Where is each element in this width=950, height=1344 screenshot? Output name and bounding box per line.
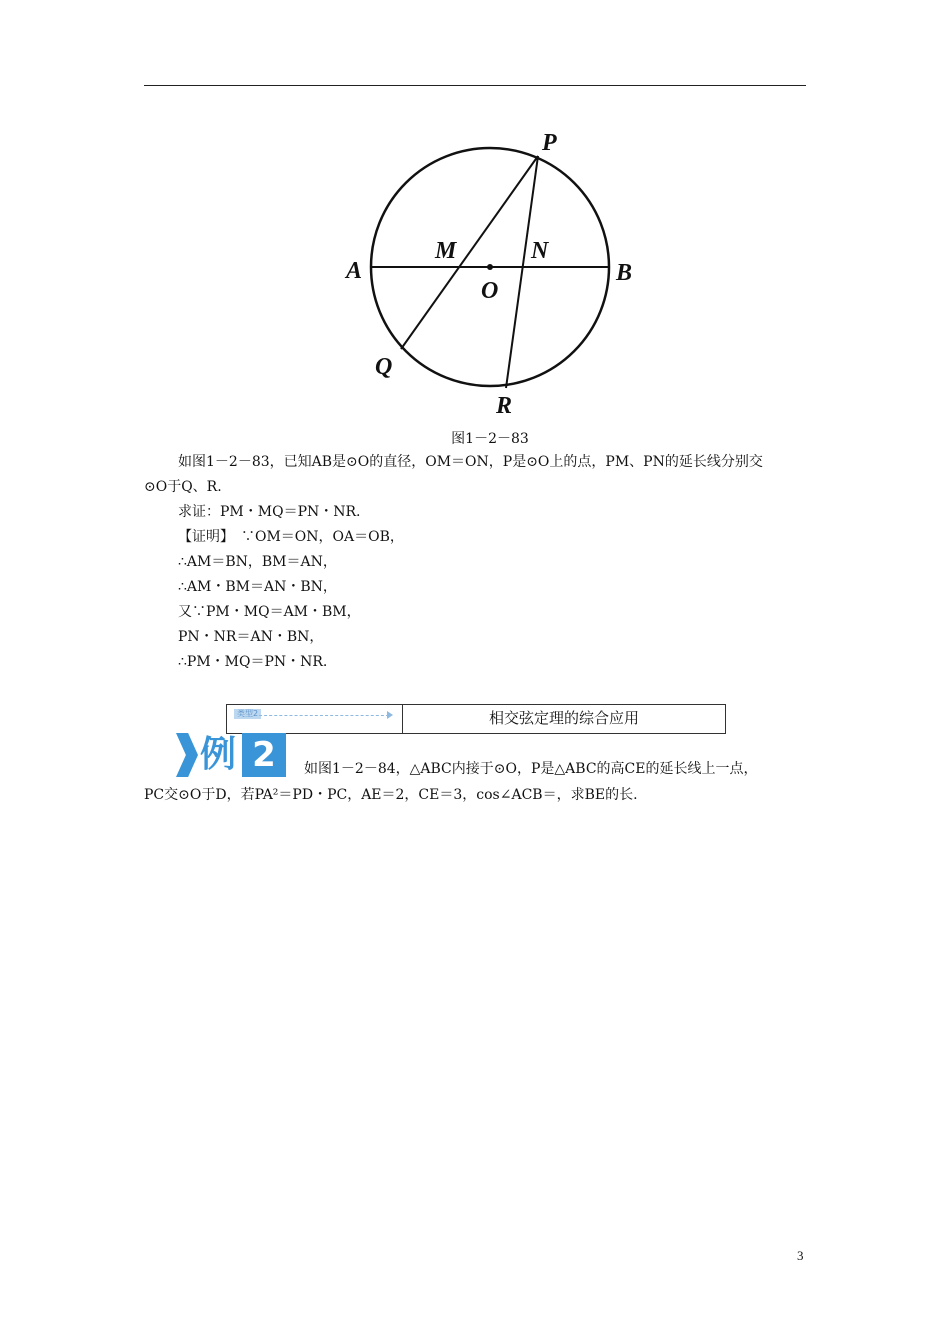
label-o: O (481, 278, 499, 304)
section-arrow-line (259, 715, 389, 716)
example-badge-word: 例 (200, 734, 237, 775)
label-r: R (496, 393, 513, 419)
proof-line: ∴AM＝BN，BM＝AN， (178, 554, 337, 570)
section-title: 相交弦定理的综合应用 (488, 709, 639, 727)
label-m: M (435, 238, 457, 264)
arrow-right-icon (387, 711, 393, 719)
section-tag: 类型2 (234, 709, 261, 719)
proof-line: 又∵PM・MQ＝AM・BM， (178, 604, 361, 620)
center-point (487, 264, 493, 270)
circle-diagram (330, 120, 650, 430)
label-n: N (531, 238, 549, 264)
section-header (226, 704, 726, 734)
label-a: A (346, 258, 363, 284)
circle-figure (330, 120, 650, 430)
problem-line-1: 如图1－2－83，已知AB是⊙O的直径，OM＝ON，P是⊙O上的点，PM、PN的延长线分别交 (178, 454, 763, 470)
proof-line: PN・NR＝AN・BN， (178, 629, 324, 645)
proof-line: ∴PM・MQ＝PN・NR. (178, 654, 328, 670)
example-badge-number: 2 (242, 733, 286, 777)
label-q: Q (375, 354, 393, 380)
example-line-1: 如图1－2－84，△ABC内接于⊙O，P是△ABC的高CE的延长线上一点， (304, 761, 758, 777)
example-badge (176, 733, 288, 777)
chord-pr (506, 156, 538, 388)
example-line-2: PC交⊙O于D，若PA²＝PD・PC，AE＝2，CE＝3，cos∠ACB＝，求BE的长. (144, 787, 638, 803)
figure-caption: 图1－2－83 (451, 431, 529, 447)
label-p: P (542, 130, 557, 156)
proof-line: ∴AM・BM＝AN・BN， (178, 579, 337, 595)
header-rule (144, 85, 806, 86)
label-b: B (616, 260, 633, 286)
problem-claim: 求证：PM・MQ＝PN・NR. (178, 504, 361, 520)
chord-pq (401, 156, 538, 349)
proof-line: 【证明】 ∵OM＝ON，OA＝OB， (178, 529, 404, 545)
problem-line-2: ⊙O于Q、R. (144, 479, 222, 495)
section-tag-cell (227, 705, 403, 733)
chevron-right-icon (176, 733, 198, 777)
page-number: 3 (797, 1248, 804, 1263)
